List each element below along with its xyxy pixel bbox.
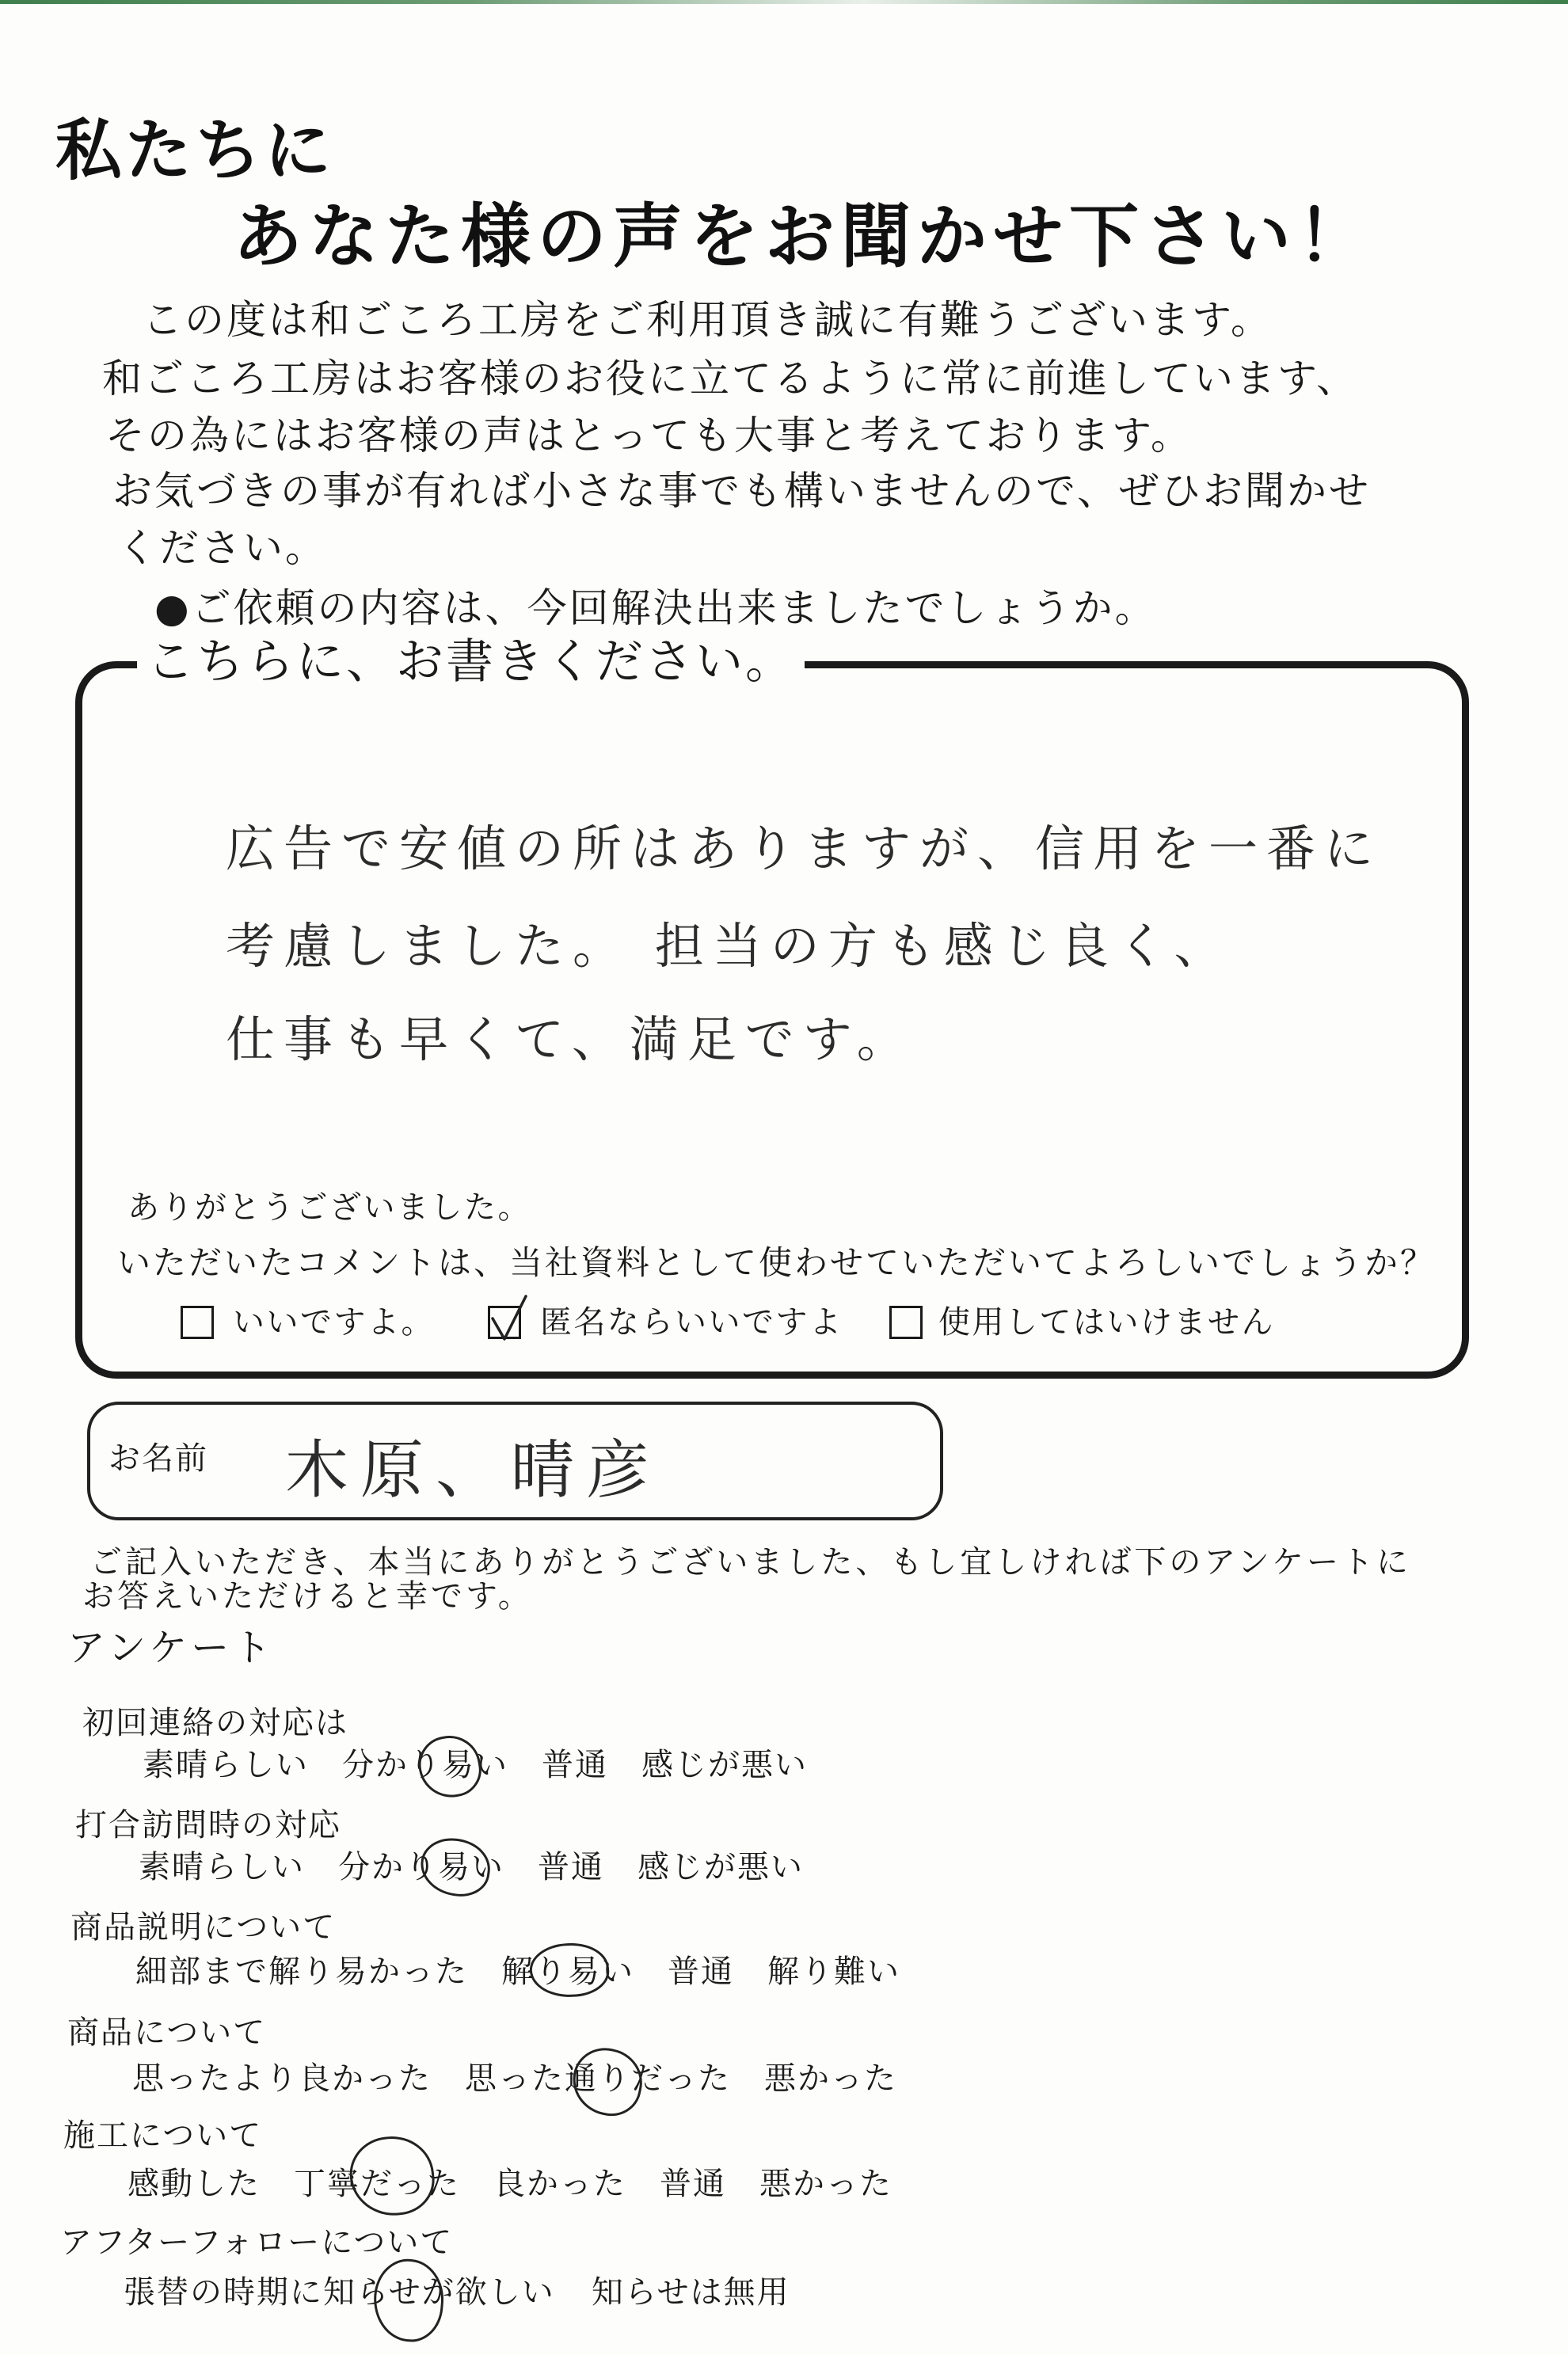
survey-question-label: 商品について <box>67 2014 267 2051</box>
permission-option-label: 匿名ならいいですよ <box>540 1304 843 1341</box>
title-line-2: あなた様の声をお聞かせ下さい！ <box>233 195 1374 277</box>
handwritten-comment-line-3: 仕事も早くて、満足です。 <box>226 1010 915 1068</box>
survey-question-label: 施工について <box>63 2117 263 2154</box>
survey-option: 解り易い <box>501 1954 634 1989</box>
survey-option: 良かった <box>493 2166 626 2202</box>
survey-option: 丁寧だった <box>294 2167 460 2201</box>
permission-option-anonymous <box>488 1304 843 1341</box>
survey-option: 解り難い <box>767 1954 900 1990</box>
survey-option: 素晴らしい <box>143 1747 309 1783</box>
survey-options-row <box>132 2061 897 2096</box>
survey-question-label: アフターフォローについて <box>60 2224 454 2261</box>
survey-option: 分かり易い <box>342 1748 508 1782</box>
survey-option: 張替の時期に知らせが欲しい <box>124 2275 555 2310</box>
selection-circle <box>371 2256 447 2344</box>
selection-circle <box>346 2132 438 2220</box>
survey-option: 素晴らしい <box>139 1849 305 1885</box>
survey-question-label: 初回連絡の対応は <box>82 1705 348 1741</box>
survey-option: 感じが悪い <box>637 1849 804 1885</box>
checkbox <box>889 1306 923 1339</box>
selection-circle <box>414 1731 485 1802</box>
intro-line-1: この度は和ごころ工房をご利用頂き誠に有難うございます。 <box>143 297 1273 343</box>
survey-options-row <box>124 2275 790 2310</box>
permission-question: いただいたコメントは、当社資料として使わせていただいてよろしいでしょうか？ <box>117 1243 1437 1282</box>
checkbox <box>181 1306 214 1339</box>
thanks-text: ありがとうございました。 <box>127 1189 531 1226</box>
permission-option-label: いいですよ。 <box>233 1304 435 1341</box>
selection-circle <box>417 1834 493 1900</box>
title-line-1: 私たちに <box>55 111 335 189</box>
intro-line-2: 和ごころ工房はお客様のお役に立てるように常に前進しています、 <box>102 356 1358 401</box>
permission-option-label: 使用してはいけません <box>938 1304 1275 1341</box>
page-top-edge <box>0 0 1568 4</box>
survey-option: 悪かった <box>764 2060 897 2097</box>
survey-options-row <box>143 1748 808 1782</box>
survey-option: 普通 <box>538 1849 604 1885</box>
survey-options-row <box>127 2167 892 2201</box>
selection-circle <box>528 1941 611 2000</box>
survey-title: アンケート <box>67 1626 276 1670</box>
request-question: ●ご依頼の内容は、今回解決出来ましたでしょうか。 <box>154 585 1157 631</box>
survey-option: 思った通りだった <box>465 2061 731 2096</box>
check-mark-icon <box>488 1306 521 1339</box>
permission-option-allow <box>181 1304 435 1341</box>
intro-line-4: お気づきの事が有れば小さな事でも構いませんので、ぜひお聞かせ <box>112 468 1371 514</box>
closing-line-2: お答えいただけると幸です。 <box>82 1578 533 1615</box>
survey-option: 思ったより良かった <box>132 2060 432 2097</box>
survey-option: 知らせは無用 <box>591 2274 790 2311</box>
permission-option-deny <box>889 1304 1275 1341</box>
handwritten-name: 木原、晴彦 <box>285 1433 661 1507</box>
name-label: お名前 <box>108 1440 208 1477</box>
comment-box <box>75 634 1469 1379</box>
handwritten-comment-line-1: 広告で安値の所はありますが、信用を一番に <box>226 820 1383 877</box>
selection-circle <box>566 2042 649 2121</box>
handwritten-comment-line-2: 考慮しました。 担当の方も感じ良く、 <box>226 917 1232 975</box>
intro-line-5: ください。 <box>117 525 327 571</box>
comment-box-label: こちらに、お書きください。 <box>137 637 805 687</box>
survey-option: 分かり易い <box>338 1850 504 1885</box>
survey-option: 普通 <box>660 2166 726 2202</box>
survey-options-row <box>135 1954 900 1989</box>
closing-line-1: ご記入いただき、本当にありがとうございました、もし宜しければ下のアンケートに <box>90 1544 1411 1581</box>
survey-option: 細部まで解り易かった <box>135 1954 468 1990</box>
survey-option: 悪かった <box>759 2166 892 2202</box>
name-box <box>87 1402 943 1520</box>
survey-option: 普通 <box>668 1954 734 1990</box>
survey-options-row <box>139 1850 804 1885</box>
survey-question-label: 商品説明について <box>70 1909 337 1946</box>
survey-question-label: 打合訪問時の対応 <box>75 1807 341 1843</box>
survey-option: 普通 <box>542 1747 608 1783</box>
intro-line-3: その為にはお客様の声はとっても大事と考えております。 <box>105 413 1193 458</box>
checkbox <box>488 1306 521 1339</box>
survey-option: 感じが悪い <box>641 1747 808 1783</box>
survey-option: 感動した <box>127 2166 261 2202</box>
